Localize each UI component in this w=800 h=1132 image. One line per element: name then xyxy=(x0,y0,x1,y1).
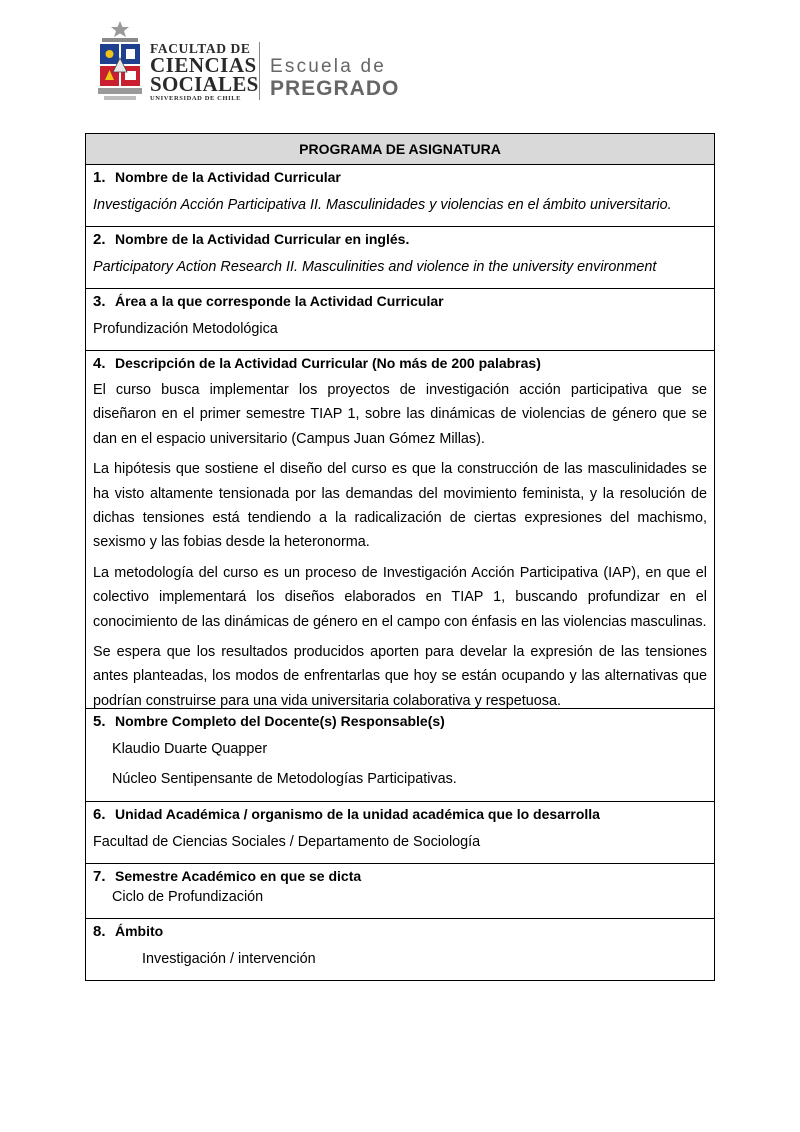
faculty-line-2: CIENCIAS xyxy=(150,53,257,77)
section-heading xyxy=(93,919,707,942)
faculty-line-1: FACULTAD DE xyxy=(150,41,251,56)
section-title: Ámbito xyxy=(115,923,164,939)
section-number: 4. xyxy=(93,355,106,372)
university-crest-icon xyxy=(96,20,144,104)
teacher-group: Núcleo Sentipensante de Metodologías Participativas. xyxy=(112,771,457,788)
section-heading xyxy=(93,864,707,887)
section-6 xyxy=(86,802,714,864)
section-heading xyxy=(93,802,707,825)
academic-semester: Ciclo de Profundización xyxy=(112,889,264,905)
description-paragraph: La metodología del curso es un proceso de Investigación Acción Participativa (IAP), en que el colectivo implementará los diseños elaborados en TIAP 1, buscando profundizar en el conocimiento de las dinámicas de género en el campo con énfasis en las violencias masculinas. xyxy=(93,564,707,630)
document-title: PROGRAMA DE ASIGNATURA xyxy=(86,134,714,165)
activity-name-english: Participatory Action Research II. Masculinities and violence in the university environment xyxy=(93,259,657,275)
section-number: 7. xyxy=(93,868,106,885)
faculty-line-4: UNIVERSIDAD DE CHILE xyxy=(150,95,242,102)
school-name xyxy=(270,56,399,100)
program-table xyxy=(85,133,715,981)
description-paragraph: La hipótesis que sostiene el diseño del curso es que la construcción de las masculinidades se ha visto altamente tensionada por las demandas del movimiento feminista, y la resolución de dichas tensiones está tendiendo a la radicalización de ciertas expresiones del machismo, sexismo y las fobias desde la heteronorma. xyxy=(93,461,707,551)
logo-divider xyxy=(259,42,260,100)
description-paragraph: Se espera que los resultados producidos aporten para develar la expresión de las tensiones antes planteadas, los modos de enfrentarlas que hoy se están ocupando y las alternativas que podrían construirse para una vida universitaria colaborativa y respetuosa. xyxy=(93,644,707,709)
section-heading xyxy=(93,165,707,188)
section-7 xyxy=(86,864,714,919)
curricular-area: Profundización Metodológica xyxy=(93,321,278,337)
section-heading xyxy=(93,227,707,250)
section-heading xyxy=(93,351,707,374)
academic-unit: Facultad de Ciencias Sociales / Departamento de Sociología xyxy=(93,834,481,850)
section-number: 1. xyxy=(93,169,106,186)
section-number: 3. xyxy=(93,293,106,310)
section-8 xyxy=(86,919,714,980)
activity-name: Investigación Acción Participativa II. Masculinidades y violencias en el ámbito universitario. xyxy=(93,197,672,213)
section-title: Nombre de la Actividad Curricular xyxy=(115,169,341,185)
section-title: Nombre Completo del Docente(s) Responsable(s) xyxy=(115,713,445,729)
section-number: 6. xyxy=(93,806,106,823)
faculty-logo xyxy=(96,20,416,110)
section-title: Área a la que corresponde la Actividad Curricular xyxy=(115,293,444,309)
school-line-1: Escuela de xyxy=(270,56,387,77)
section-number: 5. xyxy=(93,713,106,730)
section-2 xyxy=(86,227,714,289)
section-number: 2. xyxy=(93,231,106,248)
section-3 xyxy=(86,289,714,351)
section-heading xyxy=(93,289,707,312)
teacher-name: Klaudio Duarte Quapper xyxy=(112,741,268,757)
school-line-2: PREGRADO xyxy=(270,77,400,100)
scope: Investigación / intervención xyxy=(142,951,316,967)
faculty-name xyxy=(150,42,259,103)
section-heading xyxy=(93,709,707,732)
description-paragraph: El curso busca implementar los proyectos de investigación acción participativa que se diseñaron en el primer semestre TIAP 1, sobre las dinámicas de violencias de género que se dan en el espacio universitario (Campus Juan Gómez Millas). xyxy=(93,382,707,447)
section-title: Descripción de la Actividad Curricular (No más de 200 palabras) xyxy=(115,355,541,371)
section-5 xyxy=(86,709,714,802)
section-1 xyxy=(86,165,714,227)
section-title: Unidad Académica / organismo de la unidad académica que lo desarrolla xyxy=(115,806,600,822)
section-4 xyxy=(86,351,714,709)
section-title: Nombre de la Actividad Curricular en inglés. xyxy=(115,231,410,247)
faculty-line-3: SOCIALES xyxy=(150,72,259,96)
section-title: Semestre Académico en que se dicta xyxy=(115,868,362,884)
section-number: 8. xyxy=(93,923,106,940)
